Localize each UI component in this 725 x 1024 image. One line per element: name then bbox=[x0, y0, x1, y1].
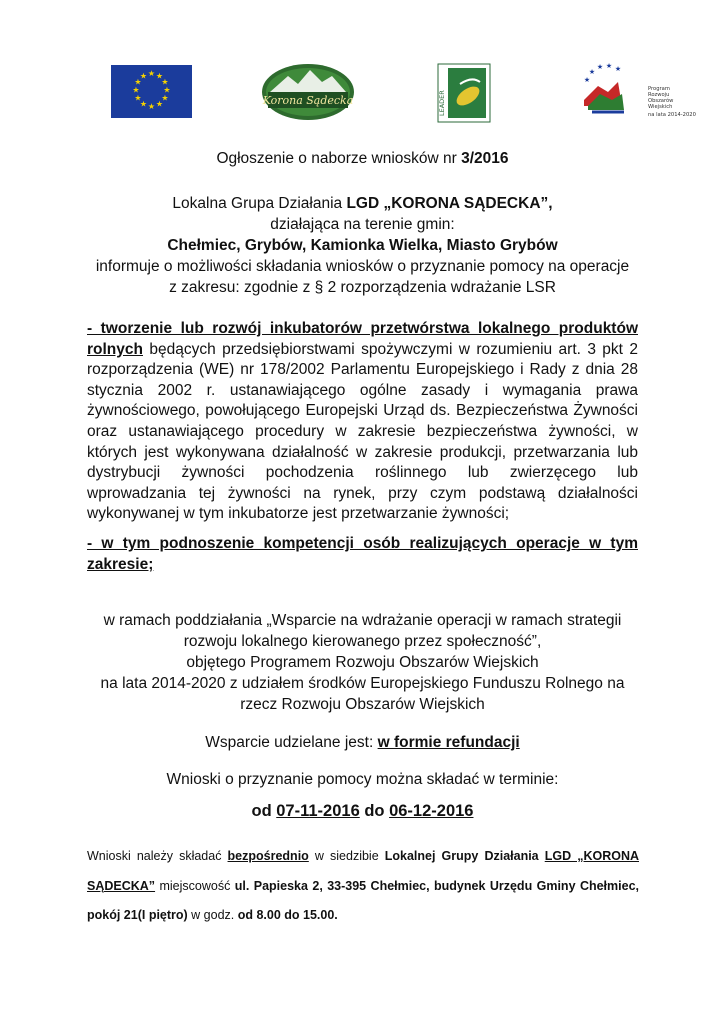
svg-text:★: ★ bbox=[605, 62, 613, 70]
svg-text:★: ★ bbox=[139, 71, 148, 81]
eu-flag-icon bbox=[111, 65, 192, 118]
svg-text:★: ★ bbox=[134, 77, 142, 87]
svg-text:★: ★ bbox=[583, 76, 591, 84]
support-form: Wsparcie udzielane jest: w formie refundacji bbox=[205, 734, 520, 751]
lgd-line-1: Lokalna Grupa Działania LGD „KORONA SĄDECKA”, bbox=[172, 195, 553, 212]
programme-line-3: objętego Programem Rozwoju Obszarów Wiejskich bbox=[186, 654, 539, 671]
svg-text:★: ★ bbox=[163, 85, 171, 95]
lgd-intro bbox=[60, 193, 665, 298]
svg-text:★: ★ bbox=[596, 63, 604, 71]
programme-line-4: na lata 2014-2020 z udziałem środków Europejskiego Funduszu Rolnego na bbox=[100, 675, 625, 692]
lgd-line-5: z zakresu: zgodnie z § 2 rozporządzenia wdrażanie LSR bbox=[169, 279, 556, 296]
prow-logo-line-4: Wiejskich bbox=[648, 104, 673, 110]
svg-text:★: ★ bbox=[588, 68, 596, 76]
svg-text:★: ★ bbox=[139, 99, 148, 109]
programme-line-5: rzecz Rozwoju Obszarów Wiejskich bbox=[240, 696, 485, 713]
logo-bar bbox=[0, 60, 725, 130]
application-terms-label: Wnioski o przyznanie pomocy można składać w terminie: bbox=[166, 771, 559, 788]
prow-logo-line-2: Rozwoju bbox=[648, 92, 670, 98]
svg-text:★: ★ bbox=[155, 99, 164, 109]
submission-info: Wnioski należy składać bezpośrednio w siedzibie Lokalnej Grupy Działania LGD „KORONA SĄDECKA” miejscowość ul. Papieska 2, 33-395 Chełmiec, budynek Urzędu Gminy Chełmiec, pokój 21(I piętro) w godz. od 8.00 do 15.00. bbox=[87, 849, 639, 922]
svg-text:★: ★ bbox=[161, 93, 169, 103]
scope-sub-paragraph bbox=[87, 534, 638, 575]
prow-logo-line-1: Program bbox=[648, 86, 670, 92]
date-to: 06-12-2016 bbox=[389, 802, 474, 820]
scope-body: będących przedsiębiorstwami spożywczymi w rozumieniu art. 3 pkt 2 rozporządzenia (WE) nr 178/2002 Parlamentu Europejskiego i Rady z dnia 28 stycznia 2002 r. ustanawiającego ogólne zasady i wymagania prawa żywnościowego, powołującego Europejski Urząd ds. Bezpieczeństwa Żywności oraz ustanawiającego procedury w zakresie bezpieczeństwa żywności, w których jest wykonywana działalność w zakresie produkcji, przetwarzania lub dystrybucji żywności pochodzenia roślinnego lub zwierzęcego lub wprowadzania tej żywności na rynek, przy czym podstawą działalności wykonywanej w tym inkubatorze jest przetwarzanie żywności; bbox=[87, 340, 638, 523]
svg-text:★: ★ bbox=[132, 85, 140, 95]
svg-text:★: ★ bbox=[161, 77, 169, 87]
prow-logo bbox=[578, 60, 696, 125]
lgd-line-2: działająca na terenie gmin: bbox=[270, 216, 455, 233]
scope-sub: - w tym podnoszenie kompetencji osób realizujących operacje w tym zakresie; bbox=[87, 535, 638, 573]
lgd-line-4: informuje o możliwości składania wniosków o przyznanie pomocy na operacje bbox=[95, 258, 630, 275]
announcement-title: Ogłoszenie o naborze wniosków nr 3/2016 bbox=[216, 150, 509, 167]
korona-logo-text: Korona Sądecka bbox=[262, 94, 354, 107]
scope-paragraph bbox=[87, 319, 638, 525]
svg-text:★: ★ bbox=[147, 69, 156, 78]
programme-line-2: rozwoju lokalnego kierowanego przez społeczność”, bbox=[183, 633, 542, 650]
svg-text:★: ★ bbox=[155, 71, 164, 81]
leader-logo bbox=[438, 64, 490, 122]
programme-line-1: w ramach poddziałania „Wsparcie na wdrażanie operacji w ramach strategii bbox=[103, 612, 622, 629]
prow-logo-line-5: na lata 2014-2020 bbox=[648, 112, 696, 118]
svg-text:★: ★ bbox=[147, 102, 156, 111]
korona-sadecka-logo bbox=[260, 62, 356, 122]
svg-text:★: ★ bbox=[614, 65, 622, 73]
date-from: 07-11-2016 bbox=[276, 802, 360, 820]
lgd-municipalities: Chełmiec, Grybów, Kamionka Wielka, Miasto Grybów bbox=[167, 237, 558, 254]
application-dates: od 07-11-2016 do 06-12-2016 bbox=[251, 802, 474, 820]
programme-paragraph bbox=[60, 610, 665, 715]
scope-heading: - tworzenie lub rozwój inkubatorów przetwórstwa lokalnego produktów rolnych bbox=[87, 320, 638, 358]
prow-logo-line-3: Obszarów bbox=[648, 98, 674, 104]
svg-text:★: ★ bbox=[134, 93, 142, 103]
leader-logo-text: LEADER bbox=[438, 90, 446, 116]
